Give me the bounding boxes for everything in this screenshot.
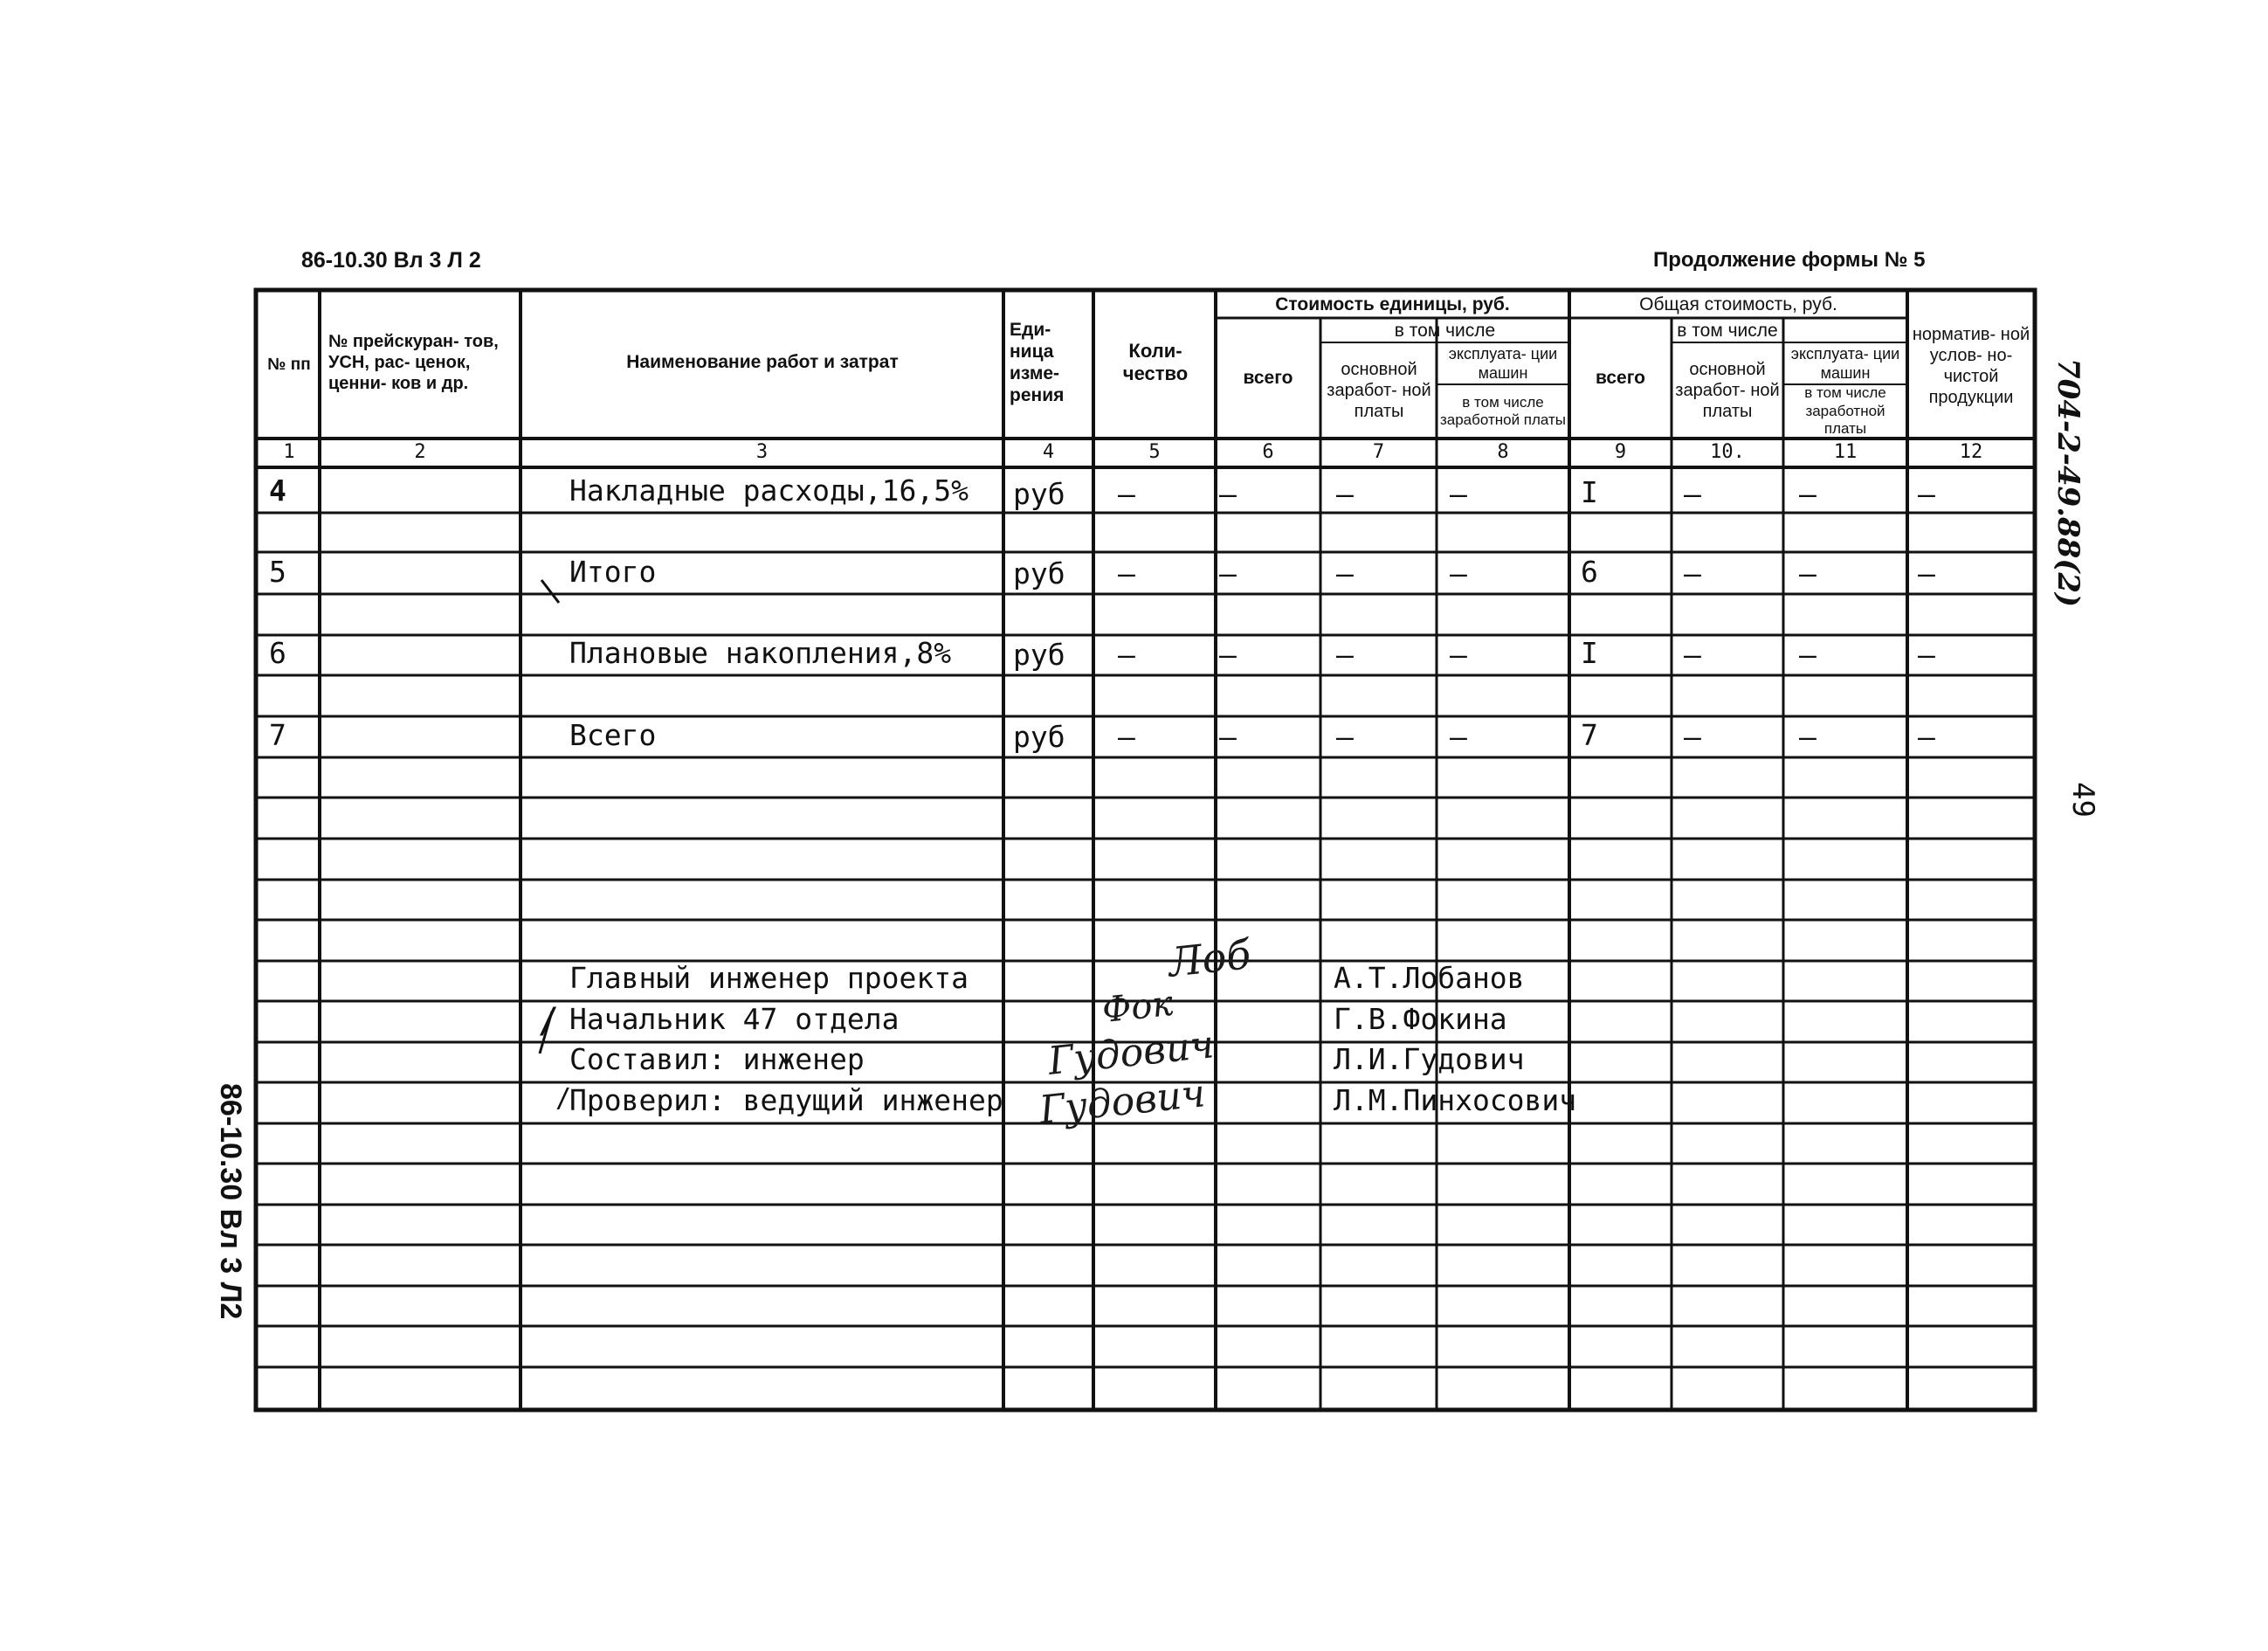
unit-wages: –: [1336, 477, 1354, 511]
col-number: 2: [414, 441, 426, 463]
unit: руб: [1013, 477, 1065, 511]
row-number: 5: [269, 555, 286, 589]
signer-name: Г.В.Фокина: [1334, 1002, 1507, 1036]
header-unit-wages: основной заработ- ной платы: [1327, 360, 1431, 421]
col-number: 7: [1372, 441, 1385, 463]
signer-name: Л.И.Гудович: [1334, 1042, 1525, 1076]
net-production: –: [1918, 720, 1935, 754]
total-wages: –: [1684, 477, 1701, 511]
unit-total: –: [1219, 556, 1237, 591]
col-number: 9: [1614, 441, 1627, 463]
unit-wages: –: [1336, 556, 1354, 591]
unit-total: –: [1219, 720, 1237, 754]
total-all: I: [1581, 475, 1598, 509]
net-production: –: [1918, 556, 1935, 591]
signer-signature: Фок: [1100, 983, 1175, 1032]
right-margin-code: 704-2-49.88(2): [2051, 358, 2085, 608]
row-number: 6: [269, 636, 286, 670]
unit: руб: [1013, 720, 1065, 754]
form-continuation-title: Продолжение формы № 5: [1653, 248, 1926, 272]
header-row-number: № пп: [267, 355, 311, 374]
signer-position: Начальник 47 отдела: [569, 1002, 900, 1036]
document-code: 86-10.30 Вл 3 Л 2: [301, 248, 481, 273]
col-number: 10.: [1710, 441, 1745, 463]
row-number: 4: [269, 473, 286, 508]
signer-signature: Лоб: [1166, 930, 1253, 986]
header-unit-cost: Стоимость единицы, руб.: [1275, 294, 1510, 315]
work-name: Итого: [569, 555, 657, 589]
signer-position: Составил: инженер: [569, 1042, 865, 1076]
left-margin-code: 86-10.30 Вл 3 Л2: [214, 1083, 247, 1320]
header-total-cost: Общая стоимость, руб.: [1639, 294, 1837, 315]
quantity: –: [1118, 720, 1135, 754]
row-number: 7: [269, 718, 286, 752]
unit-machines: –: [1450, 638, 1467, 672]
header-net-production: норматив- ной услов- но-чистой продукции: [1912, 325, 2030, 407]
work-name: Плановые накопления,8%: [569, 636, 952, 670]
unit-total: –: [1219, 638, 1237, 672]
total-all: 7: [1581, 718, 1598, 752]
header-total-wages: основной заработ- ной платы: [1675, 360, 1780, 421]
header-total-cost-incl: в том числе: [1677, 321, 1778, 342]
col-number: 12: [1959, 441, 1983, 463]
total-machines: –: [1799, 477, 1816, 511]
col-number: 5: [1148, 441, 1161, 463]
header-unit: Еди- ница изме- рения: [1010, 319, 1065, 406]
header-unit-total: всего: [1243, 368, 1293, 389]
col-number: 6: [1262, 441, 1274, 463]
unit-machines: –: [1450, 556, 1467, 591]
signer-signature: Гудович: [1045, 1022, 1217, 1084]
work-name: Всего: [569, 718, 657, 752]
unit-wages: –: [1336, 720, 1354, 754]
signer-position: Главный инженер проекта: [569, 961, 969, 995]
total-wages: –: [1684, 720, 1701, 754]
signer-name: А.Т.Лобанов: [1334, 961, 1525, 995]
slash-mark: /: [555, 1083, 572, 1114]
signer-signature: Гудович: [1037, 1071, 1208, 1133]
unit-machines: –: [1450, 477, 1467, 511]
header-total-all: всего: [1595, 368, 1646, 389]
total-machines: –: [1799, 638, 1816, 672]
quantity: –: [1118, 556, 1135, 591]
quantity: –: [1118, 477, 1135, 511]
unit-wages: –: [1336, 638, 1354, 672]
header-total-machines: эксплуата- ции машин: [1790, 345, 1900, 382]
header-unit-machines: эксплуата- ции машин: [1448, 345, 1558, 382]
total-machines: –: [1799, 556, 1816, 591]
total-all: I: [1581, 636, 1598, 670]
col-number: 8: [1497, 441, 1509, 463]
page-number: 49: [2065, 782, 2100, 818]
header-unit-machines-wages: в том числе заработной платы: [1439, 393, 1567, 428]
total-wages: –: [1684, 638, 1701, 672]
signer-position: Проверил: ведущий инженер: [569, 1083, 1003, 1117]
unit: руб: [1013, 638, 1065, 672]
header-work-name: Наименование работ и затрат: [626, 352, 899, 373]
slash-mark: /: [538, 1001, 560, 1041]
col-number: 1: [283, 441, 295, 463]
unit-machines: –: [1450, 720, 1467, 754]
header-total-machines-wages: в том числе заработной платы: [1804, 384, 1886, 438]
signer-name: Л.М.Пинхосович: [1334, 1083, 1577, 1117]
col-number: 11: [1833, 441, 1858, 463]
header-quantity: Коли- чество: [1122, 339, 1189, 384]
total-machines: –: [1799, 720, 1816, 754]
header-unit-cost-incl: в том числе: [1394, 321, 1496, 342]
net-production: –: [1918, 477, 1935, 511]
col-number: 3: [755, 441, 769, 463]
total-wages: –: [1684, 556, 1701, 591]
header-price-list: № прейскуран- тов, УСН, рас- ценок, ценни- ков и др.: [328, 332, 499, 393]
total-all: 6: [1581, 555, 1598, 589]
net-production: –: [1918, 638, 1935, 672]
col-number: 4: [1042, 441, 1055, 463]
unit: руб: [1013, 556, 1065, 591]
work-name: Накладные расходы,16,5%: [569, 473, 969, 508]
quantity: –: [1118, 638, 1135, 672]
unit-total: –: [1219, 477, 1237, 511]
